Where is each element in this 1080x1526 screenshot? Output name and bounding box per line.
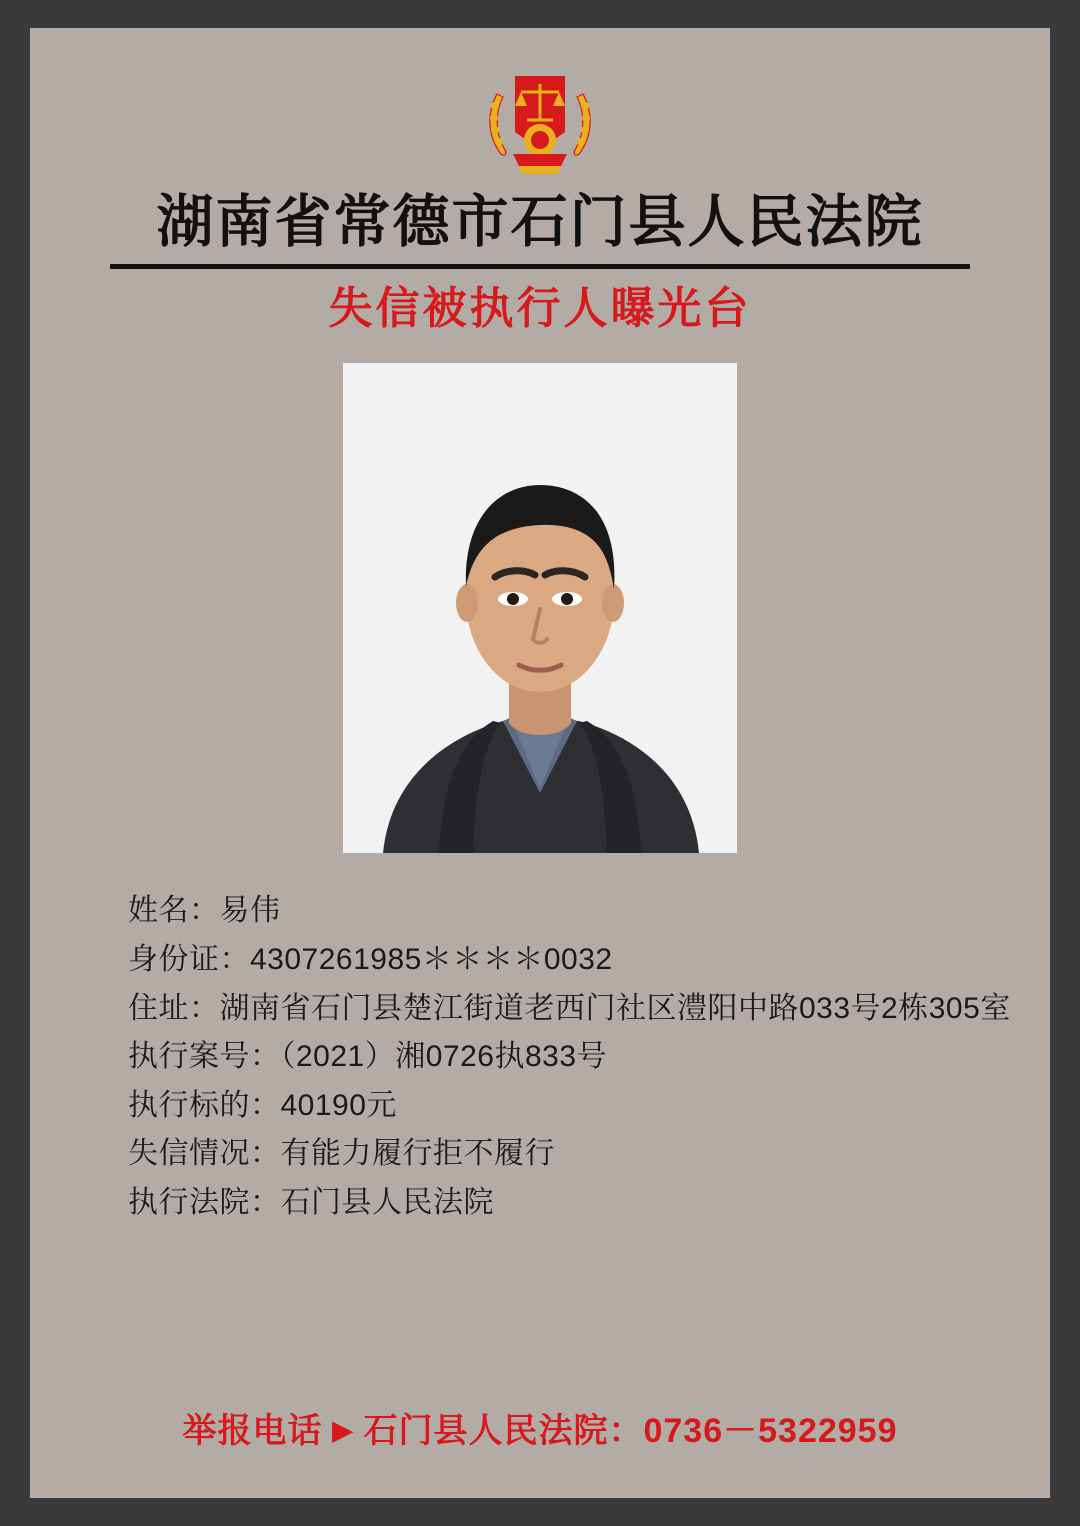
detail-value: 易伟 bbox=[219, 894, 281, 928]
title-block bbox=[110, 190, 970, 335]
detail-label: 执行标的： bbox=[128, 1088, 281, 1122]
detail-label: 执行法院： bbox=[128, 1185, 281, 1219]
detail-value: 湖南省石门县楚江街道老西门社区澧阳中路033号2栋305室 bbox=[219, 991, 1011, 1025]
detail-row bbox=[128, 887, 994, 936]
hotline-org: 石门县人民法院： bbox=[363, 1412, 644, 1450]
detail-row bbox=[128, 1130, 994, 1179]
hotline-prefix: 举报电话 bbox=[182, 1412, 323, 1450]
detail-value: 有能力履行拒不履行 bbox=[280, 1137, 555, 1171]
detail-label: 失信情况： bbox=[128, 1137, 281, 1171]
report-hotline bbox=[30, 1403, 1050, 1452]
detail-label: 执行案号： bbox=[128, 1040, 281, 1074]
detail-value: 4307261985＊＊＊＊0032 bbox=[250, 942, 613, 976]
detail-row bbox=[128, 1082, 994, 1131]
subject-photo bbox=[343, 363, 737, 853]
poster-board bbox=[30, 28, 1050, 1498]
triangle-icon: ▶ bbox=[332, 1415, 354, 1445]
detail-row bbox=[128, 936, 994, 985]
detail-value: 40190元 bbox=[280, 1088, 397, 1122]
detail-value: 石门县人民法院 bbox=[280, 1185, 494, 1219]
detail-value: （2021）湘0726执833号 bbox=[280, 1040, 608, 1074]
detail-row bbox=[128, 985, 1011, 1034]
court-emblem-icon bbox=[475, 54, 605, 184]
detail-list bbox=[30, 853, 1050, 1227]
detail-row bbox=[128, 1179, 994, 1228]
detail-label: 住址： bbox=[128, 991, 220, 1025]
detail-label: 身份证： bbox=[128, 942, 250, 976]
detail-label: 姓名： bbox=[128, 894, 220, 928]
page-subtitle: 失信被执行人曝光台 bbox=[328, 283, 752, 333]
detail-row bbox=[128, 1033, 994, 1082]
title-divider bbox=[110, 264, 970, 269]
page-title: 湖南省常德市石门县人民法院 bbox=[156, 190, 924, 254]
hotline-phone: 0736－5322959 bbox=[643, 1412, 898, 1450]
